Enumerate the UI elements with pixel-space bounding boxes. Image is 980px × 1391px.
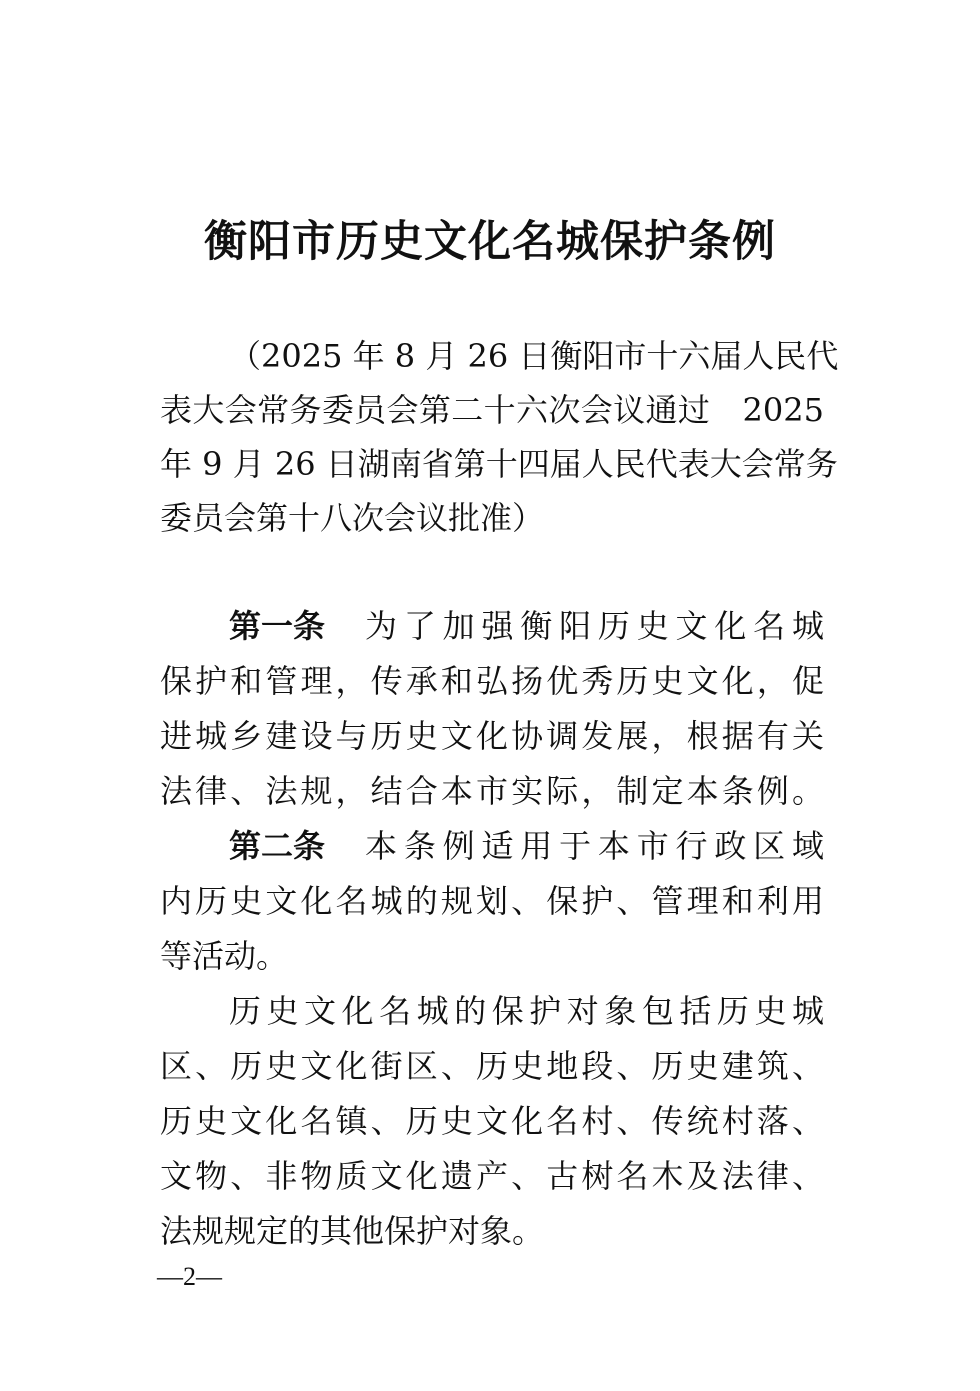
article-1-first-line: [229, 604, 824, 648]
article-1-text: 为了加强衡阳历史文化名城: [365, 607, 824, 645]
preamble-line: （2025 年 8 月 26 日衡阳市十六届人民代: [229, 337, 839, 375]
article-1-heading: 第一条: [229, 607, 326, 645]
article-2-line: 内历史文化名城的规划、保护、管理和利用: [160, 882, 824, 920]
paragraph-3-line: 法规规定的其他保护对象。: [160, 1212, 545, 1250]
preamble-line: 年 9 月 26 日湖南省第十四届人民代表大会常务: [160, 445, 838, 483]
paragraph-3-line: 历史文化名城的保护对象包括历史城: [229, 992, 824, 1030]
paragraph-3-line: 文物、非物质文化遗产、古树名木及法律、: [160, 1157, 824, 1195]
paragraph-3-line: 历史文化名镇、历史文化名村、传统村落、: [160, 1102, 824, 1140]
preamble-line: 委员会第十八次会议批准）: [160, 499, 545, 537]
article-2-text: 本条例适用于本市行政区域: [365, 827, 824, 865]
article-1-line: 保护和管理，传承和弘扬优秀历史文化，促: [160, 662, 824, 700]
preamble-line: 表大会常务委员会第二十六次会议通过 2025: [160, 391, 824, 429]
article-2-line: 等活动。: [160, 937, 289, 975]
page-number: —2—: [157, 1262, 222, 1291]
article-2-heading: 第二条: [229, 827, 326, 865]
paragraph-3-line: 区、历史文化街区、历史地段、历史建筑、: [160, 1047, 824, 1085]
article-2-first-line: [229, 824, 824, 868]
document-title: 衡阳市历史文化名城保护条例: [204, 217, 776, 267]
article-1-line: 法律、法规，结合本市实际，制定本条例。: [160, 772, 824, 810]
article-1-line: 进城乡建设与历史文化协调发展，根据有关: [160, 717, 824, 755]
